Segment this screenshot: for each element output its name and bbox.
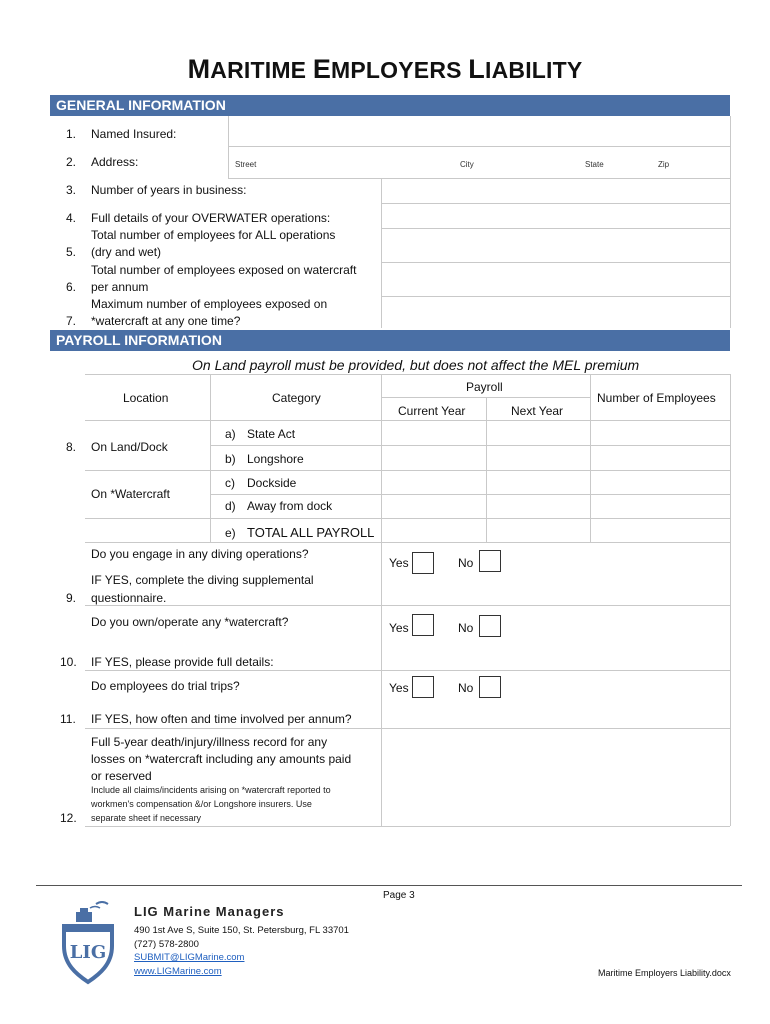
category-longshore: Longshore — [247, 452, 304, 466]
q11-number: 11. — [60, 712, 76, 726]
yes-label: Yes — [389, 681, 409, 695]
trial-trips-question: Do employees do trial trips? — [91, 679, 240, 693]
q8-number: 8. — [66, 440, 77, 454]
loss-record-note-line2: workmen's compensation &/or Longshore insurers. Use — [91, 799, 312, 809]
years-in-business-field[interactable] — [382, 179, 729, 202]
on-land-employees-input[interactable] — [591, 421, 729, 469]
q10-followup: IF YES, please provide full details: — [91, 655, 274, 669]
yes-label: Yes — [389, 556, 409, 570]
longshore-next-year-input[interactable] — [487, 446, 589, 469]
total-next-year-input[interactable] — [487, 519, 589, 541]
overwater-operations-label: Full details of your OVERWATER operations: — [91, 211, 331, 225]
no-label: No — [458, 681, 474, 695]
q2-number: 2. — [66, 155, 77, 169]
trial-trips-yes-checkbox[interactable] — [412, 676, 434, 698]
q6-label-line2: per annum — [91, 280, 149, 294]
q12-number: 12. — [60, 811, 77, 825]
payroll-note: On Land payroll must be provided, but does not affect the MEL premium — [192, 357, 640, 373]
company-address: 490 1st Ave S, Suite 150, St. Petersburg, FL 33701 — [134, 925, 349, 936]
company-name: LIG Marine Managers — [134, 904, 285, 919]
location-column-header: Location — [123, 391, 169, 405]
total-employees-field[interactable] — [382, 229, 729, 261]
zip-caption: Zip — [658, 160, 670, 169]
address-label: Address: — [91, 155, 139, 169]
watercraft-yes-checkbox[interactable] — [412, 614, 434, 636]
divider — [85, 374, 730, 375]
total-employees-input[interactable] — [591, 519, 729, 541]
footer-divider — [36, 885, 742, 886]
q9-number: 9. — [66, 591, 77, 605]
divider — [730, 542, 731, 826]
employees-column-header: Number of Employees — [597, 391, 716, 405]
loss-record-note-line1: Include all claims/incidents arising on *watercraft reported to — [91, 785, 331, 795]
category-letter: d) — [225, 499, 236, 513]
dockside-current-year-input[interactable] — [382, 471, 485, 493]
q7-number: 7. — [66, 314, 77, 328]
overwater-operations-field[interactable] — [382, 204, 729, 227]
q11-followup: IF YES, how often and time involved per annum? — [91, 712, 352, 726]
named-insured-label: Named Insured: — [91, 127, 177, 141]
divider — [85, 670, 730, 671]
lig-logo — [56, 898, 120, 986]
loss-record-note-line3: separate sheet if necessary — [91, 813, 202, 823]
on-land-dock-label: On Land/Dock — [91, 440, 168, 454]
current-year-column-header: Current Year — [398, 404, 466, 418]
q5-label-line1: Total number of employees for ALL operations — [91, 228, 336, 242]
company-website-link[interactable]: www.LIGMarine.com — [134, 966, 222, 977]
page-number: Page 3 — [383, 890, 415, 901]
category-letter: e) — [225, 526, 236, 540]
payroll-information-header: PAYROLL INFORMATION — [50, 330, 730, 351]
q9-followup-line2: questionnaire. — [91, 591, 167, 605]
yes-label: Yes — [389, 621, 409, 635]
category-away-from-dock: Away from dock — [247, 499, 333, 513]
q9-followup-line1: IF YES, complete the diving supplemental — [91, 573, 314, 587]
category-column-header: Category — [272, 391, 321, 405]
category-dockside: Dockside — [247, 476, 297, 490]
years-in-business-label: Number of years in business: — [91, 183, 247, 197]
category-letter: c) — [225, 476, 235, 490]
on-watercraft-label: On *Watercraft — [91, 487, 170, 501]
employees-exposed-field[interactable] — [382, 263, 729, 295]
company-phone: (727) 578-2800 — [134, 939, 199, 950]
divider — [730, 374, 731, 542]
away-from-dock-current-year-input[interactable] — [382, 495, 485, 517]
category-letter: b) — [225, 452, 236, 466]
svg-text:LIG: LIG — [69, 942, 107, 963]
divider — [85, 605, 730, 606]
diving-yes-checkbox[interactable] — [412, 552, 434, 574]
loss-record-line3: or reserved — [91, 769, 152, 783]
q5-number: 5. — [66, 245, 77, 259]
longshore-current-year-input[interactable] — [382, 446, 485, 469]
trial-trips-no-checkbox[interactable] — [479, 676, 501, 698]
no-label: No — [458, 556, 474, 570]
away-from-dock-next-year-input[interactable] — [487, 495, 589, 517]
q7-label-line2: *watercraft at any one time? — [91, 314, 241, 328]
page-title: MARITIME EMPLOYERS LIABILITY — [187, 54, 583, 84]
named-insured-field[interactable] — [229, 117, 729, 145]
state-act-current-year-input[interactable] — [382, 421, 485, 444]
document-filename: Maritime Employers Liability.docx — [598, 968, 731, 978]
q3-number: 3. — [66, 183, 77, 197]
state-caption: State — [585, 160, 604, 169]
divider — [85, 826, 730, 827]
diving-operations-question: Do you engage in any diving operations? — [91, 547, 309, 561]
q1-number: 1. — [66, 127, 77, 141]
on-watercraft-employees-input[interactable] — [591, 471, 729, 517]
no-label: No — [458, 621, 474, 635]
general-information-header: GENERAL INFORMATION — [50, 95, 730, 116]
q5-label-line2: (dry and wet) — [91, 245, 162, 259]
loss-record-field[interactable] — [382, 729, 729, 825]
max-employees-field[interactable] — [382, 297, 729, 327]
category-letter: a) — [225, 427, 236, 441]
state-act-next-year-input[interactable] — [487, 421, 589, 444]
street-caption: Street — [235, 160, 257, 169]
loss-record-line2: losses on *watercraft including any amounts paid — [91, 752, 352, 766]
category-state-act: State Act — [247, 427, 296, 441]
next-year-column-header: Next Year — [511, 404, 564, 418]
total-current-year-input[interactable] — [382, 519, 485, 541]
q4-number: 4. — [66, 211, 77, 225]
q7-label-line1: Maximum number of employees exposed on — [91, 297, 328, 311]
city-caption: City — [460, 160, 474, 169]
q6-label-line1: Total number of employees exposed on watercraft — [91, 263, 357, 277]
category-total-all-payroll: TOTAL ALL PAYROLL — [247, 525, 375, 540]
divider — [210, 374, 211, 542]
divider — [85, 542, 730, 543]
watercraft-question: Do you own/operate any *watercraft? — [91, 615, 289, 629]
diving-no-checkbox[interactable] — [479, 550, 501, 572]
q6-number: 6. — [66, 280, 77, 294]
dockside-next-year-input[interactable] — [487, 471, 589, 493]
address-field[interactable] — [229, 147, 729, 177]
company-email-link[interactable]: SUBMIT@LIGMarine.com — [134, 952, 245, 963]
lig-logo-shield-icon — [56, 898, 120, 986]
q10-number: 10. — [60, 655, 77, 669]
watercraft-no-checkbox[interactable] — [479, 615, 501, 637]
loss-record-line1: Full 5-year death/injury/illness record for any — [91, 735, 328, 749]
divider — [730, 116, 731, 328]
payroll-column-header: Payroll — [466, 380, 503, 394]
